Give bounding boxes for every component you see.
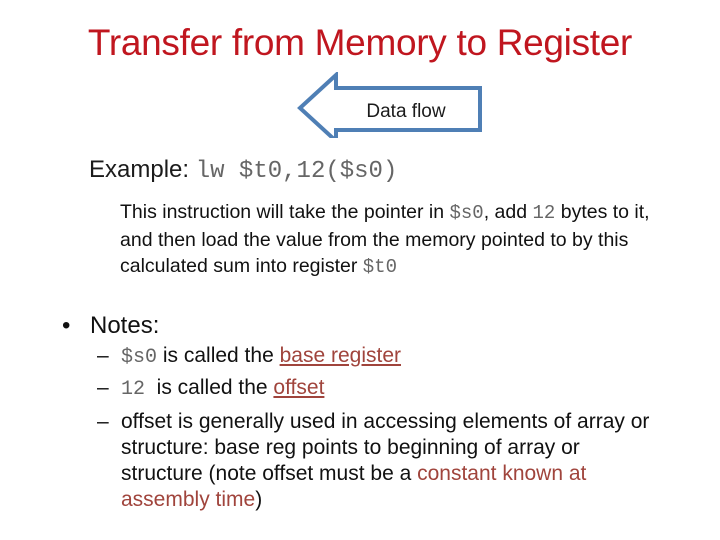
desc-text-1: This instruction will take the pointer in xyxy=(120,201,450,223)
note-item-offset-usage xyxy=(97,409,677,511)
instruction-description xyxy=(120,199,680,281)
desc-text-2: , add xyxy=(483,201,533,223)
notes-label: Notes: xyxy=(90,312,160,339)
example-line xyxy=(89,156,397,185)
desc-text-3: bytes to it, and then load the value from the memory pointed to by this calculated sum into register xyxy=(120,201,650,277)
note3-end: ) xyxy=(255,488,263,511)
note2-text: is called the xyxy=(145,376,274,399)
example-prefix: Example: xyxy=(89,156,190,183)
arrow-label: Data flow xyxy=(366,101,446,122)
desc-code-s0: $s0 xyxy=(449,202,484,224)
note3-highlight: constant known at assembly time xyxy=(121,462,587,511)
note2-term: offset xyxy=(273,376,325,399)
note2-code: 12 xyxy=(121,378,146,401)
dash-icon: – xyxy=(97,410,109,433)
slide-title: Transfer from Memory to Register xyxy=(87,22,633,63)
note1-text: is called the xyxy=(157,344,280,367)
note1-term: base register xyxy=(279,344,401,367)
note-item-offset xyxy=(97,376,324,401)
note-item-base-register xyxy=(97,344,401,369)
dash-icon: – xyxy=(97,344,109,367)
dash-icon: – xyxy=(97,376,109,399)
bullet-icon: • xyxy=(62,312,71,339)
desc-code-12: 12 xyxy=(532,202,556,224)
note3-body xyxy=(121,409,666,513)
note1-code: $s0 xyxy=(121,346,158,369)
notes-heading xyxy=(62,312,159,340)
note3-text: offset is generally used in accessing elements of array or structure: base reg points to beginning of array or structure (note offset must be a xyxy=(121,410,650,485)
example-code: lw $t0,12($s0) xyxy=(195,158,398,185)
desc-code-t0: $t0 xyxy=(362,256,397,278)
